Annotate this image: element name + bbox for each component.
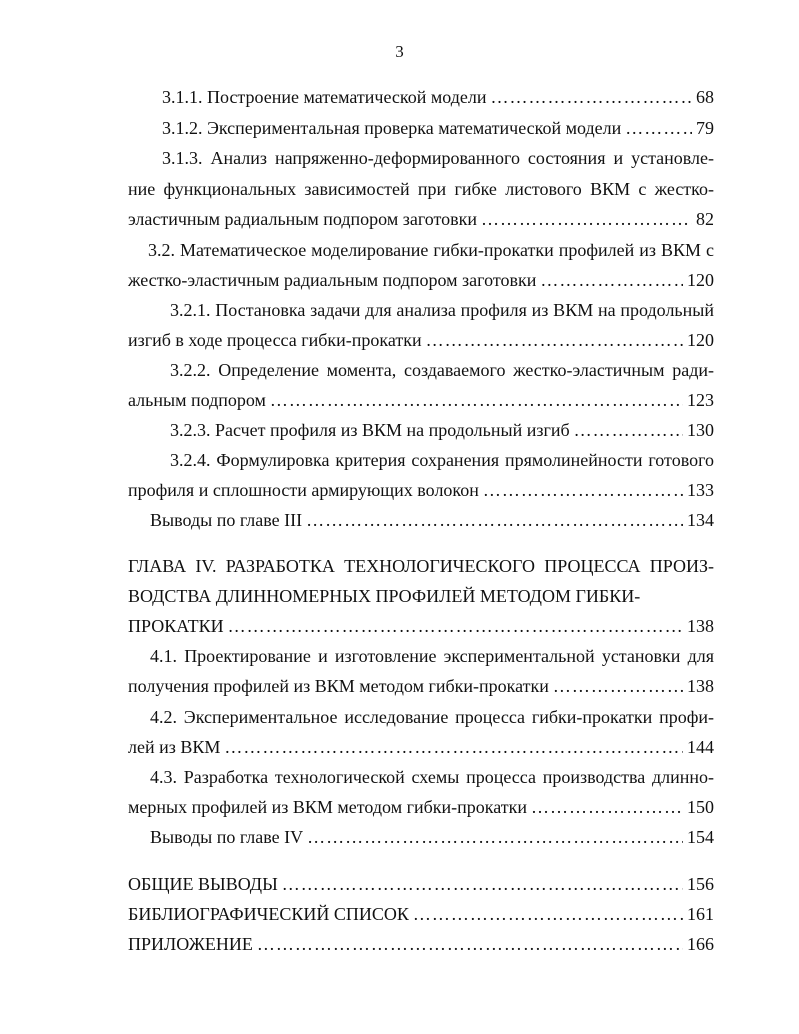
dot-leader [413, 903, 683, 925]
entry-title: 3.1.1. Построение математической модели [162, 87, 487, 107]
entry-last-line [128, 389, 714, 411]
entry-page: 68 [696, 87, 714, 107]
entry-title-line-1: 4.1. Проектирование и изготовление экспериментальной установки для [150, 646, 714, 666]
entry-title-line-1: 3.2.2. Определение момента, создаваемого жестко-эластичным ради- [170, 360, 714, 380]
entry-last-line [128, 479, 714, 501]
entry-title-line-2: лей из ВКМ [128, 737, 221, 757]
entry-page: 120 [687, 330, 714, 350]
entry-title-line-2: получения профилей из ВКМ методом гибки-прокатки [128, 676, 549, 696]
entry-title-line-2: альным подпором [128, 390, 266, 410]
toc-entry-general-conclusions[interactable] [128, 873, 714, 895]
entry-title: 3.1.2. Экспериментальная проверка математической модели [162, 118, 622, 138]
dot-leader [306, 509, 683, 531]
dot-leader [574, 419, 683, 441]
toc-entry-3-2-3[interactable] [170, 419, 714, 441]
entry-page: 156 [687, 874, 714, 894]
entry-title-line-2: изгиб в ходе процесса гибки-прокатки [128, 330, 422, 350]
entry-title-line-1: 3.1.3. Анализ напряженно-деформированного состояния и установле- [162, 148, 714, 168]
toc-entry-3-1-2[interactable] [162, 117, 714, 139]
dot-leader [540, 269, 683, 291]
entry-title-line-2: ние функциональных зависимостей при гибке листового ВКМ с жестко- [128, 179, 714, 199]
entry-page: 123 [687, 390, 714, 410]
entry-page: 154 [687, 827, 714, 847]
entry-last-line [128, 615, 714, 637]
dot-leader [426, 329, 683, 351]
entry-page: 166 [687, 934, 714, 954]
entry-page: 133 [687, 480, 714, 500]
entry-title: Выводы по главе III [150, 510, 303, 530]
entry-title-line-2: ВОДСТВА ДЛИННОМЕРНЫХ ПРОФИЛЕЙ МЕТОДОМ ГИБКИ- [128, 586, 641, 606]
entry-last-line [128, 269, 714, 291]
entry-last-line [128, 329, 714, 351]
entry-title: БИБЛИОГРАФИЧЕСКИЙ СПИСОК [128, 904, 409, 924]
toc-entry-conclusions-3[interactable] [150, 509, 714, 531]
dot-leader [270, 389, 683, 411]
dot-leader [483, 479, 683, 501]
entry-title: ОБЩИЕ ВЫВОДЫ [128, 874, 278, 894]
dot-leader [282, 873, 683, 895]
entry-title-line-2: жестко-эластичным радиальным подпором заготовки [128, 270, 537, 290]
entry-title: 3.2.3. Расчет профиля из ВКМ на продольный изгиб [170, 420, 570, 440]
entry-last-line [128, 675, 714, 697]
dot-leader [625, 117, 692, 139]
entry-title-line-3: эластичным радиальным подпором заготовки [128, 209, 478, 229]
toc-entry-bibliography[interactable] [128, 903, 714, 925]
entry-page: 79 [696, 118, 714, 138]
entry-title-line-2: мерных профилей из ВКМ методом гибки-прокатки [128, 797, 528, 817]
entry-last-line [128, 736, 714, 758]
entry-title-line-2: профиля и сплошности армирующих волокон [128, 480, 479, 500]
dot-leader [481, 208, 692, 230]
entry-title-line-1: 3.2.4. Формулировка критерия сохранения прямолинейности готового [170, 450, 714, 470]
entry-page: 138 [687, 676, 714, 696]
dot-leader [257, 933, 683, 955]
dot-leader [307, 826, 683, 848]
entry-title-line-1: 3.2. Математическое моделирование гибки-прокатки профилей из ВКМ с [148, 240, 714, 260]
entry-title-line-3: ПРОКАТКИ [128, 616, 224, 636]
toc-entry-conclusions-4[interactable] [150, 826, 714, 848]
dot-leader [553, 675, 683, 697]
dot-leader [531, 796, 683, 818]
toc-entry-3-1-1[interactable] [162, 86, 714, 108]
entry-page: 134 [687, 510, 714, 530]
entry-page: 120 [687, 270, 714, 290]
toc-entry-appendix[interactable] [128, 933, 714, 955]
entry-page: 150 [687, 797, 714, 817]
entry-page: 161 [687, 904, 714, 924]
entry-page: 144 [687, 737, 714, 757]
entry-title-line-1: ГЛАВА IV. РАЗРАБОТКА ТЕХНОЛОГИЧЕСКОГО ПРОЦЕССА ПРОИЗ- [128, 556, 714, 576]
dot-leader [491, 86, 692, 108]
entry-page: 130 [687, 420, 714, 440]
dot-leader [224, 736, 683, 758]
dot-leader [228, 615, 683, 637]
entry-last-line [128, 208, 714, 230]
page-number: 3 [395, 42, 404, 61]
entry-title-line-1: 4.2. Экспериментальное исследование процесса гибки-прокатки профи- [150, 707, 714, 727]
entry-page: 82 [696, 209, 714, 229]
entry-title: Выводы по главе IV [150, 827, 304, 847]
entry-page: 138 [687, 616, 714, 636]
entry-title-line-1: 4.3. Разработка технологической схемы процесса производства длинно- [150, 767, 714, 787]
entry-title: ПРИЛОЖЕНИЕ [128, 934, 253, 954]
entry-title-line-1: 3.2.1. Постановка задачи для анализа профиля из ВКМ на продольный [170, 300, 714, 320]
entry-last-line [128, 796, 714, 818]
